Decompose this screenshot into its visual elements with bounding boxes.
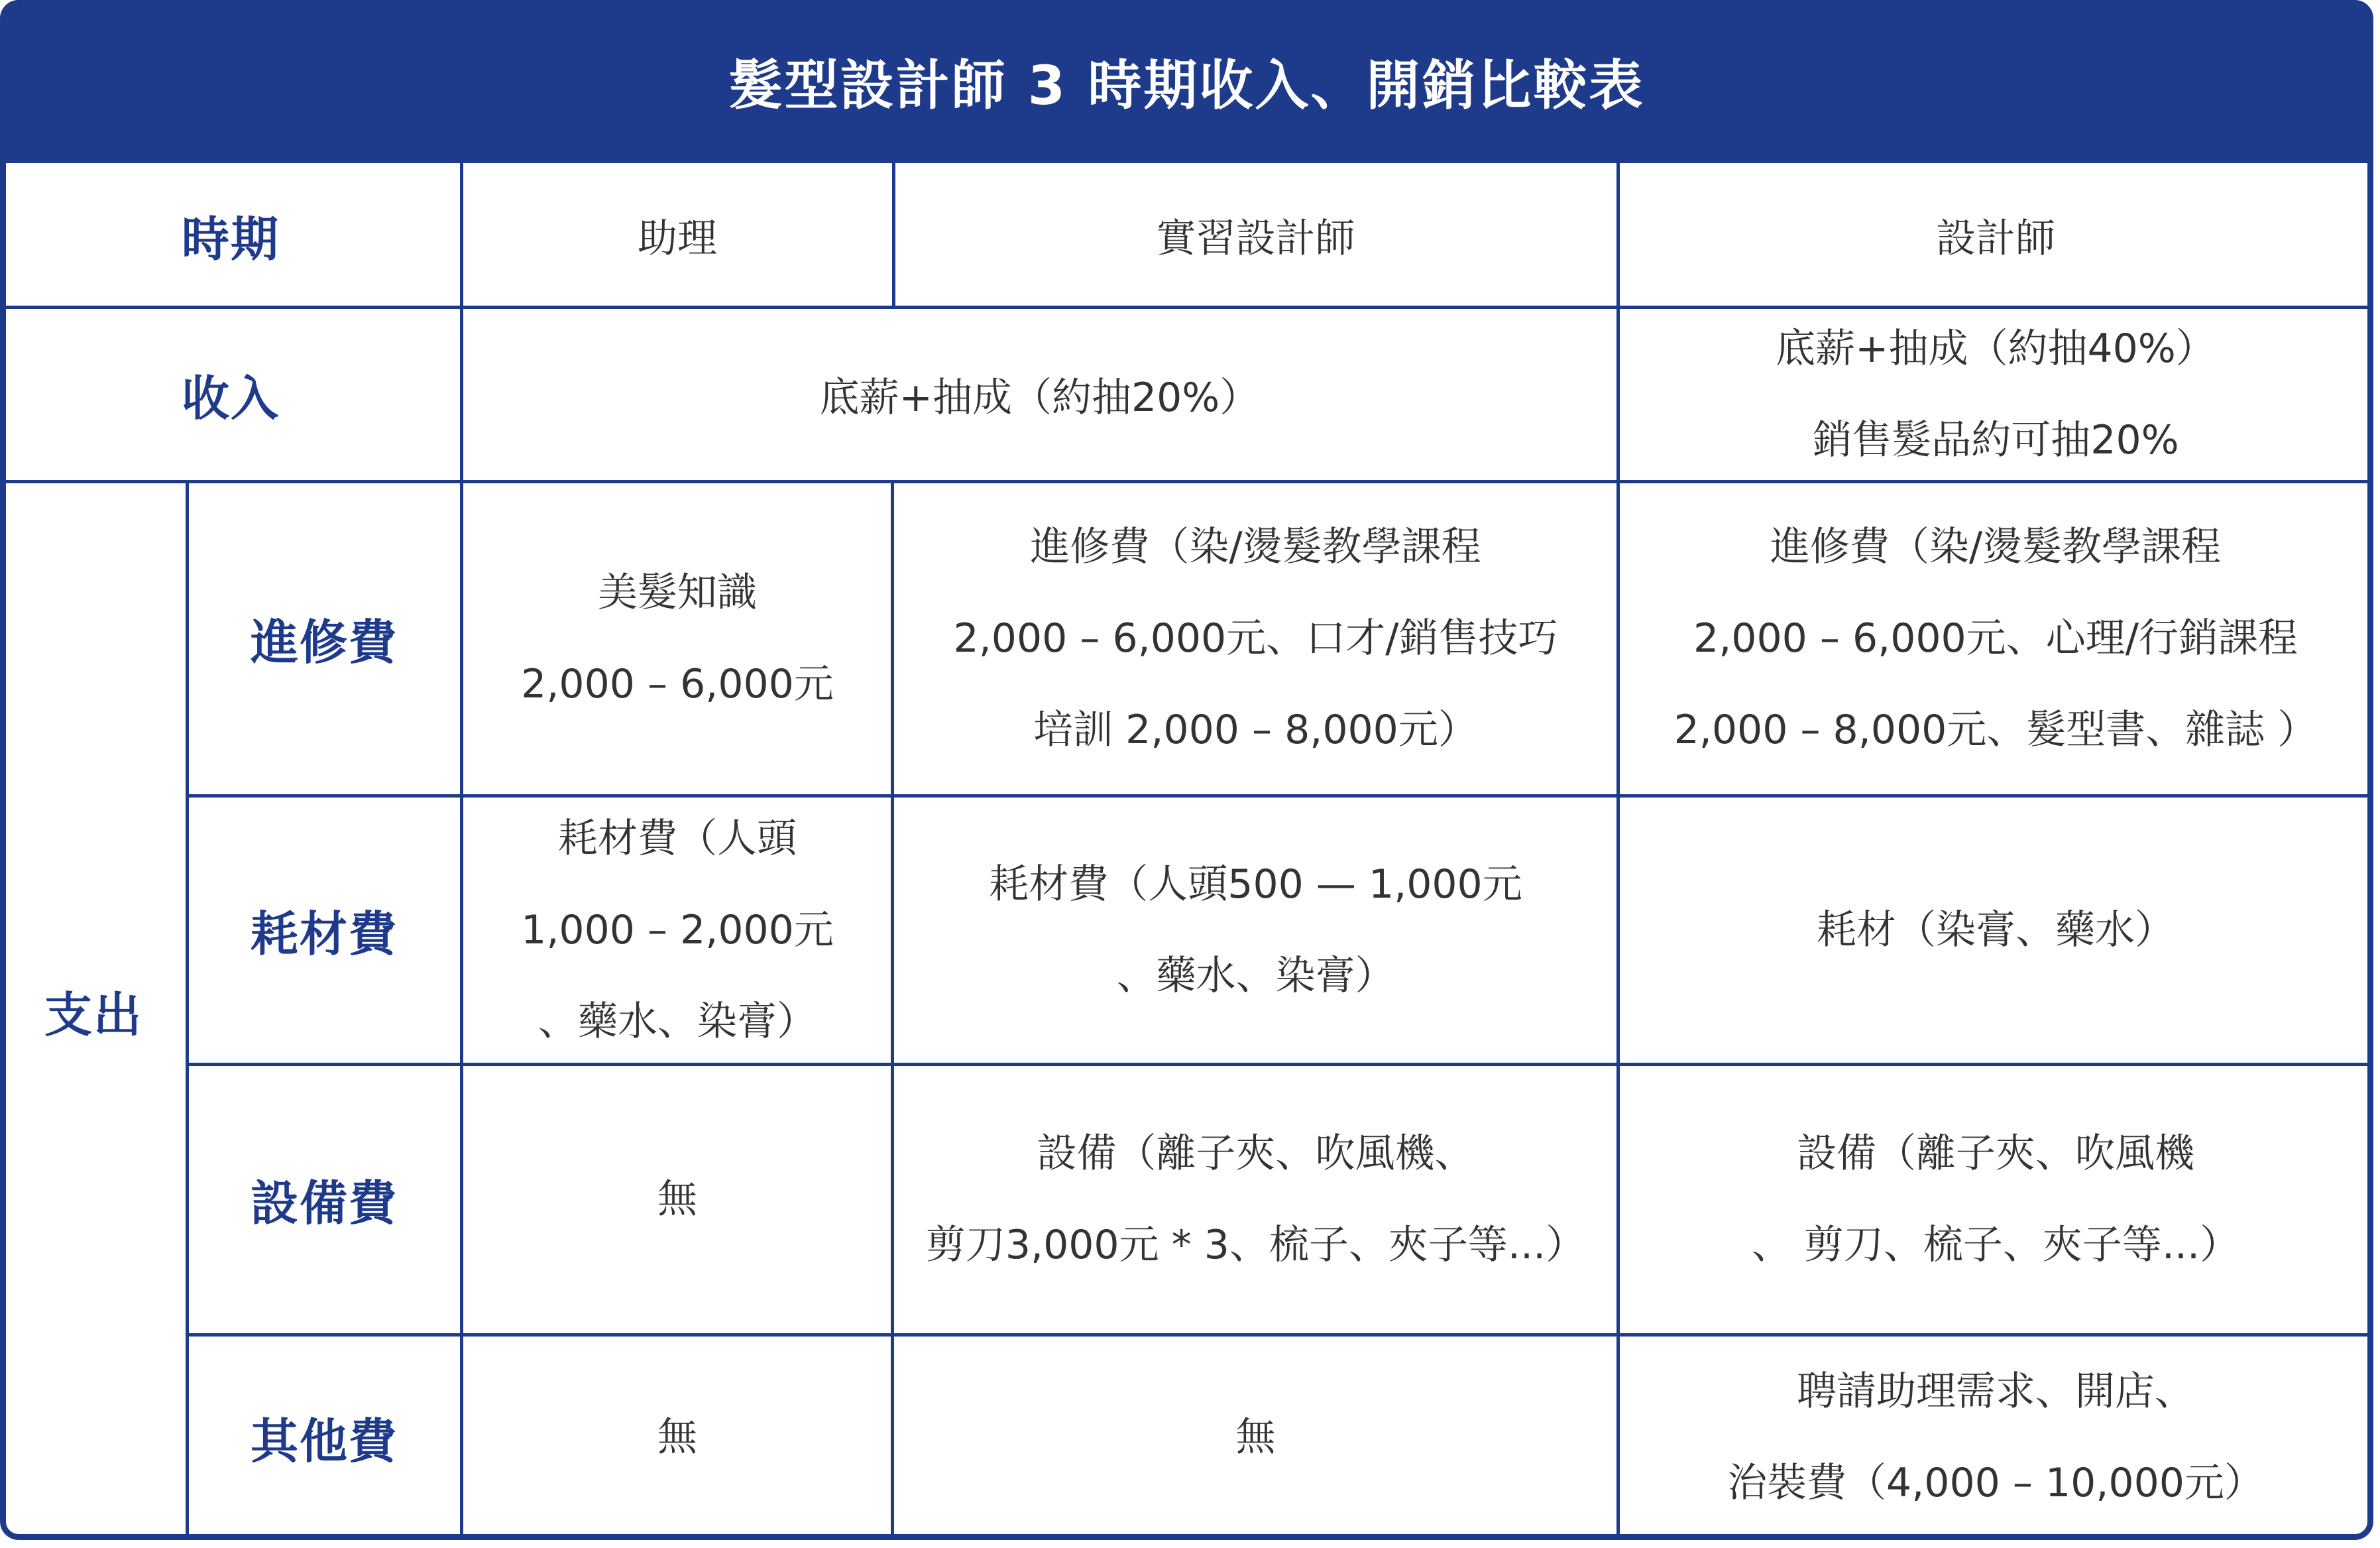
other-designer [1618,1335,2373,1540]
cell-text-line: 剪刀3,000元 * 3、梳子、夾子等...） [925,1222,1586,1268]
cell-text-line: 培訓 2,000 – 8,000元） [1033,707,1478,753]
materials-designer [1618,796,2373,1064]
equipment-label: 設備費 [250,1175,398,1231]
cell-text-line: 2,000 – 6,000元、心理/行銷課程 [1693,615,2298,662]
header-trainee: 實習設計師 [1156,215,1355,262]
column-divider [186,480,189,1540]
cell-text-line: 聘請助理需求、開店、 [1796,1368,2194,1415]
materials-assistant [461,796,893,1064]
study-trainee [893,481,1618,796]
cell-text-line: 耗材（染膏、藥水） [1817,906,2175,953]
cell-text-line: 耗材費（人頭500 — 1,000元 [989,861,1522,908]
cell-text-line: 美髮知識 [598,569,757,616]
column-divider [891,480,894,1540]
cell-text-line: 無 [1235,1414,1276,1460]
study-label: 進修費 [250,615,398,670]
cell-text-line: 設備（離子夾、吹風機 [1796,1130,2194,1177]
title-banner [0,0,2373,163]
other-assistant [461,1335,893,1540]
cell-text-line: 底薪+抽成（約抽40%） [1776,325,2216,372]
study-designer [1618,481,2373,796]
cell-text-line: 無 [657,1176,697,1222]
equipment-designer [1618,1064,2373,1335]
cell-text-line: 無 [657,1414,697,1460]
table-title: 髮型設計師 3 時期收入、開銷比較表 [728,55,1645,117]
column-divider [460,163,463,1540]
column-divider [892,163,895,307]
cell-text-line: 2,000 – 8,000元、髮型書、雜誌 ） [1673,707,2318,753]
column-divider [1616,163,1620,1540]
cell-text-line: 銷售髮品約可抽20% [1812,416,2179,463]
row-divider [187,1063,2373,1066]
cell-text-line: 進修費（染/燙髮教學課程 [1030,524,1481,570]
other-trainee [893,1335,1618,1540]
study-assistant [461,481,893,796]
expense-label: 支出 [44,986,142,1043]
row-divider [0,306,2373,309]
row-divider [187,794,2373,798]
materials-label: 耗材費 [250,906,398,962]
equipment-trainee [893,1064,1618,1335]
income-label: 收入 [181,370,280,426]
cell-text-line: 2,000 – 6,000元、口才/銷售技巧 [953,615,1558,662]
other-label: 其他費 [250,1413,398,1469]
income-shared: 底薪+抽成（約抽20%） [819,374,1260,421]
header-assistant: 助理 [638,215,717,262]
cell-text-line: 設備（離子夾、吹風機、 [1037,1130,1475,1177]
header-period: 時期 [181,211,280,267]
cell-text-line: 治裝費（4,000 – 10,000元） [1727,1460,2264,1506]
materials-trainee [893,796,1618,1064]
row-divider [0,480,2373,483]
row-divider [187,1333,2373,1337]
equipment-assistant [461,1064,893,1335]
cell-text-line: 、藥水、染膏） [538,998,817,1045]
cell-text-line: 耗材費（人頭 [558,815,797,862]
cell-text-line: 1,000 – 2,000元 [521,906,834,953]
cell-text-line: 進修費（染/燙髮教學課程 [1770,524,2222,570]
income-designer [1618,307,2373,481]
cell-text-line: 、藥水、染膏） [1116,952,1395,999]
cell-text-line: 2,000 – 6,000元 [521,661,834,707]
cell-text-line: 、 剪刀、梳子、夾子等...） [1751,1222,2240,1268]
header-designer: 設計師 [1936,215,2055,262]
